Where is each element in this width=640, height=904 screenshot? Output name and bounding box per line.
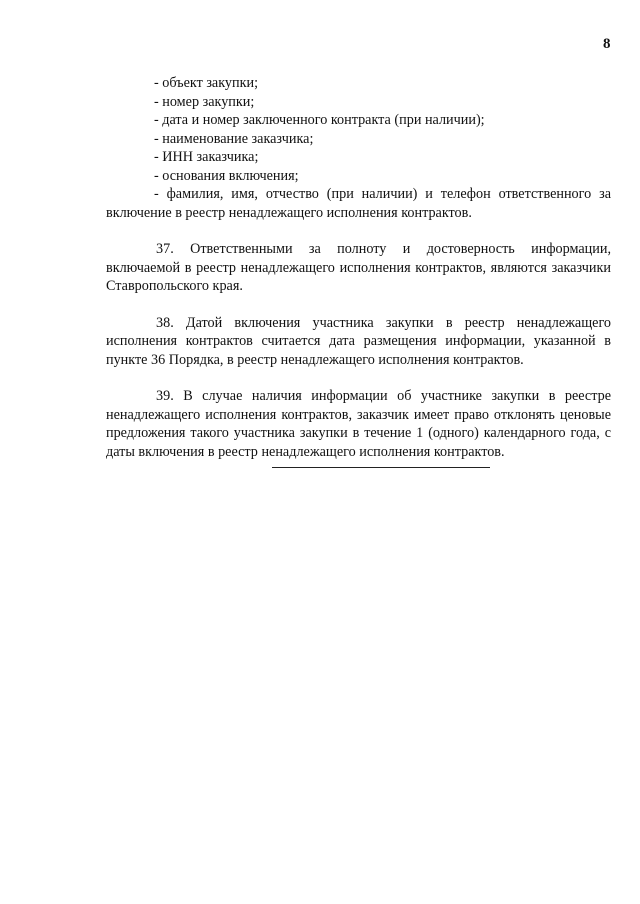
paragraph-39: 39. В случае наличия информации об участнике закупки в реестре ненадлежащего исполнения контрактов, заказчик имеет право отклонять ценовые предложения такого участника закупки в течение 1 (одного) календарного года, с даты включения в реестр ненадлежащего исполнения контрактов. bbox=[106, 388, 611, 460]
list-item: - объект закупки; bbox=[154, 75, 259, 91]
list-item: - дата и номер заключенного контракта (при наличии); bbox=[154, 112, 485, 128]
inclusion-details-list bbox=[106, 74, 611, 222]
list-item: - основания включения; bbox=[154, 167, 299, 184]
list-item: - наименование заказчика; bbox=[154, 130, 314, 147]
end-of-text-rule bbox=[272, 467, 490, 468]
list-item: - номер закупки; bbox=[154, 93, 255, 110]
document-body bbox=[106, 74, 611, 461]
list-item: - фамилия, имя, отчество (при наличии) и телефон ответственного за включение в реестр ненадлежащего исполнения контрактов. bbox=[106, 186, 611, 221]
paragraph-37: 37. Ответственными за полноту и достоверность информации, включаемой в реестр ненадлежащего исполнения контрактов, являются заказчики Ставропольского края. bbox=[106, 241, 611, 294]
list-item: - ИНН заказчика; bbox=[154, 149, 259, 165]
page-number: 8 bbox=[603, 36, 611, 52]
paragraph-38: 38. Датой включения участника закупки в реестр ненадлежащего исполнения контрактов считается дата размещения информации, указанной в пункте 36 Порядка, в реестр ненадлежащего исполнения контрактов. bbox=[106, 314, 611, 368]
